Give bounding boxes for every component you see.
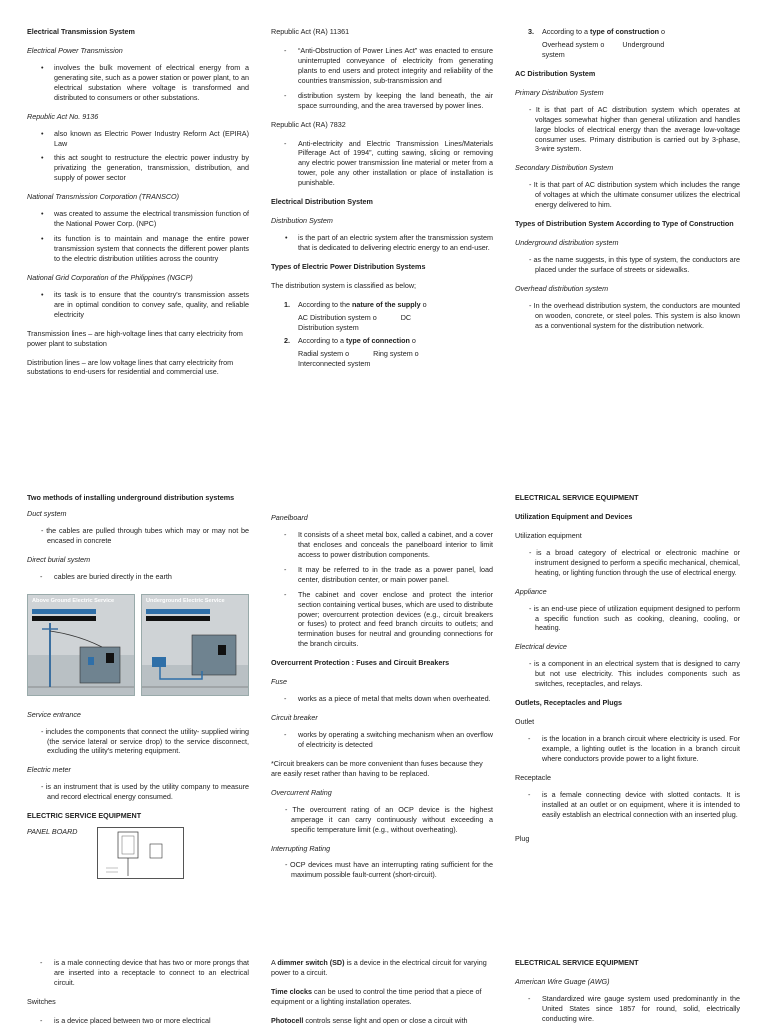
item-text: According to a — [298, 335, 346, 345]
dash-item: - It may be referred to in the trade as a power panel, load center, distribution center, or main power panel. — [271, 565, 493, 585]
item-text: as the name suggests, in this type of system, the conductors are placed under the surface of streets or sidewalks. — [533, 255, 740, 274]
paragraph: Plug — [515, 833, 530, 843]
option-text: DC — [400, 312, 412, 322]
figure-title: Above Ground Electric Service — [32, 597, 115, 604]
p1-column-3 — [515, 27, 740, 336]
subheading: Primary Distribution System — [515, 87, 604, 97]
item-text: The overcurrent rating of an OCP device is the highest amperage it can carry continuously without exceeding a specific temperature limit (e.g., without overheating). — [291, 804, 493, 834]
item-text: includes the components that connect the utility- supplied wiring (the service lateral or service drop) to the service disconnect, excluding the utility's metering equipment. — [45, 726, 250, 756]
option-text: Radial system o — [298, 348, 350, 358]
bold-term: Time clocks — [271, 986, 313, 996]
p3-column-3 — [515, 958, 740, 1029]
subheading: Secondary Distribution System — [515, 163, 614, 173]
paragraph — [271, 987, 493, 1007]
sub-options — [271, 313, 493, 333]
item-text: OCP devices must have an interrupting rating sufficient for the maximum possible fault-current (short-circuit). — [290, 860, 494, 880]
item-text: According to a — [542, 27, 590, 36]
panel-board-drawing — [98, 828, 183, 878]
heading: Electrical Transmission System — [27, 27, 135, 36]
item-number: 2. — [284, 335, 290, 345]
text: is a device in the electrical circuit for varying power to a circuit. — [271, 958, 487, 977]
subheading: Underground distribution system — [515, 238, 619, 248]
dash-item: - In the overhead distribution system, the conductors are mounted on wooden, concrete, or steel poles. This system is also known as a conventional system for the distribution network. — [529, 300, 740, 330]
item-text: is a broad category of electrical or electronic machine or instrument designed to perform a specific mechanical, chemical, heating, or lighting function through the use of electrical energy. — [535, 547, 740, 577]
text: controls sense light and open or close a circuit with — [303, 1015, 468, 1025]
paragraph: Transmission lines – are high-voltage lines that carry electricity from power plant to substation — [27, 328, 243, 348]
subheading: Electric meter — [27, 765, 71, 775]
dash-item: - is a device placed between two or more electrical — [27, 1016, 249, 1026]
paragraph: Switches — [27, 996, 56, 1006]
text: A — [271, 958, 278, 967]
subheading: Overhead distribution system — [515, 283, 609, 293]
paragraph: Receptacle — [515, 772, 551, 782]
heading: ELECTRICAL SERVICE EQUIPMENT — [515, 958, 639, 967]
item-bold: type of connection — [345, 335, 410, 345]
option-text: Overhead system o — [542, 39, 605, 49]
option-text: Ring system o — [373, 348, 419, 358]
paragraph — [271, 1016, 493, 1026]
dash-item: - It is that part of AC distribution system which includes the range of voltages at which the ultimate consumer utilizes the electrical energy delivered to him. — [529, 180, 740, 210]
heading: Types of Electric Power Distribution Systems — [271, 261, 426, 271]
paragraph: *Circuit breakers can be more convenient than fuses because they are easily reset rather than having to be replaced. — [271, 758, 483, 778]
panel-board-block — [27, 827, 249, 879]
item-text: According to the — [298, 299, 352, 309]
underground-service-figure — [141, 594, 249, 696]
item-number: 3. — [528, 27, 534, 36]
item-text: the cables are pulled through tubes which may or may not be encased in concrete — [46, 525, 249, 545]
heading: ELECTRIC SERVICE EQUIPMENT — [27, 811, 142, 821]
option-text: Interconnected system — [298, 358, 371, 368]
panel-board-diagram — [97, 827, 184, 879]
subheading: Interrupting Rating — [271, 843, 331, 853]
sub-options — [271, 349, 493, 369]
dash-item: - is a female connecting device with slotted contacts. It is installed at an outlet or on equipment, where it is intended to easily establish an electrical connection with an inserted plug. — [515, 790, 740, 820]
p2-column-1 — [27, 493, 249, 879]
p2-column-3 — [515, 493, 740, 853]
subheading: Overcurrent Rating — [271, 787, 332, 797]
paragraph: Republic Act (RA) 7832 — [271, 119, 346, 129]
bullet-item: • its task is to ensure that the country's transmission assets are in optimal condition to convey safe, quality, and reliable electricity — [27, 290, 249, 320]
option-text: Underground — [622, 39, 665, 49]
numbered-item — [271, 336, 493, 346]
bold-term: dimmer switch (SD) — [277, 958, 345, 967]
dash-item: - is a male connecting device that has two or more prongs that are inserted into a receptacle to connect to an electrical circuit. — [27, 958, 249, 988]
subheading: Appliance — [515, 586, 547, 596]
p3-column-2 — [271, 958, 493, 1035]
service-figures — [27, 594, 249, 696]
above-ground-service-figure — [27, 594, 135, 696]
dash-item: - is the location in a branch circuit where electricity is used. For example, a lighting outlet is the location in a branch circuit where conductors provide power to a light fixture. — [515, 734, 740, 764]
subheading: Service entrance — [27, 709, 81, 719]
subheading: Panelboard — [271, 513, 308, 522]
subheading: Fuse — [271, 677, 287, 687]
paragraph: Republic Act (RA) 11361 — [271, 27, 350, 36]
item-text: o — [420, 299, 427, 309]
subheading: Direct burial system — [27, 554, 91, 564]
item-number: 1. — [284, 299, 290, 309]
subheading: Circuit breaker — [271, 713, 318, 723]
dash-item: - “Anti-Obstruction of Power Lines Act” was enacted to ensure uninterrupted conveyance of electricity from generating plants to end users and protect integrity and reliability of the countries transmission, sub-transmission and — [271, 46, 493, 86]
p1-column-1 — [27, 27, 249, 386]
subheading: American Wire Guage (AWG) — [515, 976, 610, 986]
p2-column-2 — [271, 513, 493, 885]
dash-item: - cables are buried directly in the earth — [27, 572, 249, 582]
item-text: It is that part of AC distribution system which includes the range of voltages at which the ultimate consumer utilizes the electrical energy delivered to him. — [533, 180, 740, 210]
subheading: National Transmission Corporation (TRANSCO) — [27, 192, 180, 202]
bullet-item: • was created to assume the electrical transmission function of the National Power Corp. (NPC) — [27, 209, 249, 229]
bullet-item: • also known as Electric Power Industry Reform Act (EPIRA) Law — [27, 129, 249, 149]
dash-item: - The cabinet and cover enclose and protect the interior section containing vertical buses, which are used to distribute power; overcurrent protection devices (e.g., circuit breakers or fuses) to protect and feed branch circuits to outlets; and termination buses for neutral and grounding connections for the branch circuits. — [271, 590, 493, 650]
subheading: Electrical device — [515, 642, 567, 652]
dash-item: - is an end-use piece of utilization equipment designed to perform a specific function such as cooking, cleaning, cooling, or heating. — [529, 603, 741, 633]
subheading: National Grid Corporation of the Philippines (NGCP) — [27, 272, 193, 282]
heading: Two methods of installing underground distribution systems — [27, 493, 235, 502]
heading: Types of Distribution System According to Type of Construction — [515, 219, 734, 229]
subheading: Electrical Power Transmission — [27, 45, 123, 55]
dash-item: - OCP devices must have an interrupting rating sufficient for the maximum possible fault-current (short-circuit). — [285, 860, 494, 880]
heading: ELECTRICAL SERVICE EQUIPMENT — [515, 493, 639, 502]
dash-item: - the cables are pulled through tubes which may or may not be encased in concrete — [41, 525, 249, 545]
dash-item: - works as a piece of metal that melts down when overheated. — [271, 694, 493, 704]
dash-item: - is an instrument that is used by the utility company to measure and record electrical energy consumed. — [41, 782, 249, 802]
p1-column-2 — [271, 27, 493, 371]
text: can be used to control the time period that a piece of equipment or a lighting installation operates. — [271, 986, 482, 1006]
dash-item: - The overcurrent rating of an OCP device is the highest amperage it can carry continuously without exceeding a specific temperature limit (e.g., without overheating). — [285, 804, 493, 834]
subheading: PANEL BOARD — [27, 827, 78, 837]
item-text: is an instrument that is used by the utility company to measure and record electrical energy consumed. — [45, 782, 249, 802]
item-text: o — [659, 27, 666, 36]
item-text: is a component in an electrical system that is designed to carry but not use electricity. This includes components such as switches, receptacles, and relays. — [533, 659, 741, 689]
heading: Outlets, Receptacles and Plugs — [515, 698, 623, 708]
item-text: o — [409, 335, 416, 345]
figure-title: Underground Electric Service — [146, 597, 225, 604]
item-text: It is that part of AC distribution system which operates at voltages somewhat higher than general utilization and handles large blocks of electrical energy than the average low-voltage consumer uses. Primary distribution is carried out by 3-phase, 3-wire system. — [535, 104, 740, 154]
item-bold: nature of the supply — [351, 299, 421, 309]
dash-item: - is a component in an electrical system that is designed to carry but not use electricity. This includes components such as switches, receptacles, and relays. — [529, 659, 741, 689]
subheading: Republic Act No. 9136 — [27, 111, 99, 121]
heading: Electrical Distribution System — [271, 197, 373, 207]
bold-term: Photocell — [271, 1015, 304, 1025]
option-text: Distribution system — [298, 322, 359, 332]
dash-item: - includes the components that connect the utility- supplied wiring (the service lateral or service drop) to the service disconnect, excluding the utility's metering equipment. — [41, 726, 250, 756]
heading: Overcurrent Protection : Fuses and Circuit Breakers — [271, 658, 450, 668]
paragraph: Distribution lines – are low voltage lines that carry electricity from substations to end-users for residential and commercial use. — [27, 357, 234, 377]
paragraph — [271, 958, 493, 978]
dash-item: - Anti-electricity and Electric Transmission Lines/Materials Pilferage Act of 1994”, cutting sawing, slicing or removing any electric power transmission line material or meter from a tower, pole any other installation or place of installation is punishable. — [271, 139, 493, 189]
option-text: AC Distribution system o — [298, 312, 377, 322]
above-ground-diagram — [28, 595, 135, 695]
paragraph: Outlet — [515, 717, 535, 727]
heading: Utilization Equipment and Devices — [515, 511, 633, 521]
bullet-item: • this act sought to restructure the electric power industry by privatizing the generation, transmission, distribution, and supply of power sector — [27, 153, 249, 183]
dash-item: - as the name suggests, in this type of system, the conductors are placed under the surface of streets or sidewalks. — [529, 255, 740, 274]
p3-column-1 — [27, 958, 249, 1031]
paragraph: Utilization equipment — [515, 530, 582, 540]
paragraph: The distribution system is classified as below; — [271, 280, 417, 290]
numbered-item — [515, 27, 740, 37]
underground-diagram — [142, 595, 249, 695]
bullet-item: • its function is to maintain and manage the entire power transmission system that connects the different power plants to the electric distribution utilities across the country — [27, 234, 249, 264]
subheading: Duct system — [27, 508, 67, 518]
option-text: system — [542, 49, 565, 59]
dash-item: - works by operating a switching mechanism when an overflow of electricity is detected — [271, 730, 493, 750]
item-bold: type of construction — [589, 27, 660, 36]
bullet-item: • is the part of an electric system after the transmission system that is dedicated to delivering electric energy to an end-user. — [271, 233, 493, 253]
dash-item: - distribution system by keeping the land beneath, the air space surrounding, and the area traversed by power lines. — [271, 91, 493, 111]
sub-options — [515, 40, 740, 60]
dash-item: - It consists of a sheet metal box, called a cabinet, and a cover that encloses and conceals the panelboard interior to limit access to power distribution components. — [271, 530, 493, 560]
subheading: Distribution System — [271, 216, 333, 226]
numbered-item — [271, 300, 493, 310]
item-text: In the overhead distribution system, the conductors are mounted on wooden, concrete, or steel poles. This system is also known as a conventional system for the distribution network. — [533, 300, 740, 330]
bullet-item: • involves the bulk movement of electrical energy from a generating site, such as a power station or power plant, to an electrical substation where voltage is transformed and distributed to consumers or other substations. — [27, 63, 249, 103]
dash-item: - It is that part of AC distribution system which operates at voltages somewhat higher than general utilization and handles large blocks of electrical energy than the average low-voltage consumer uses. Primary distribution is carried out by 3-phase, 3-wire system. — [529, 104, 740, 154]
dash-item: - is a broad category of electrical or electronic machine or instrument designed to perform a specific mechanical, chemical, heating, or lighting function through the use of electrical energy. — [529, 547, 740, 577]
dash-item: - Standardized wire gauge system used predominantly in the United States since 1857 for round, solid, electrically conducting wire. — [515, 994, 740, 1024]
item-text: is an end-use piece of utilization equipment designed to perform a specific function such as cooking, cleaning, cooling, or heating. — [533, 603, 741, 633]
heading: AC Distribution System — [515, 68, 596, 78]
